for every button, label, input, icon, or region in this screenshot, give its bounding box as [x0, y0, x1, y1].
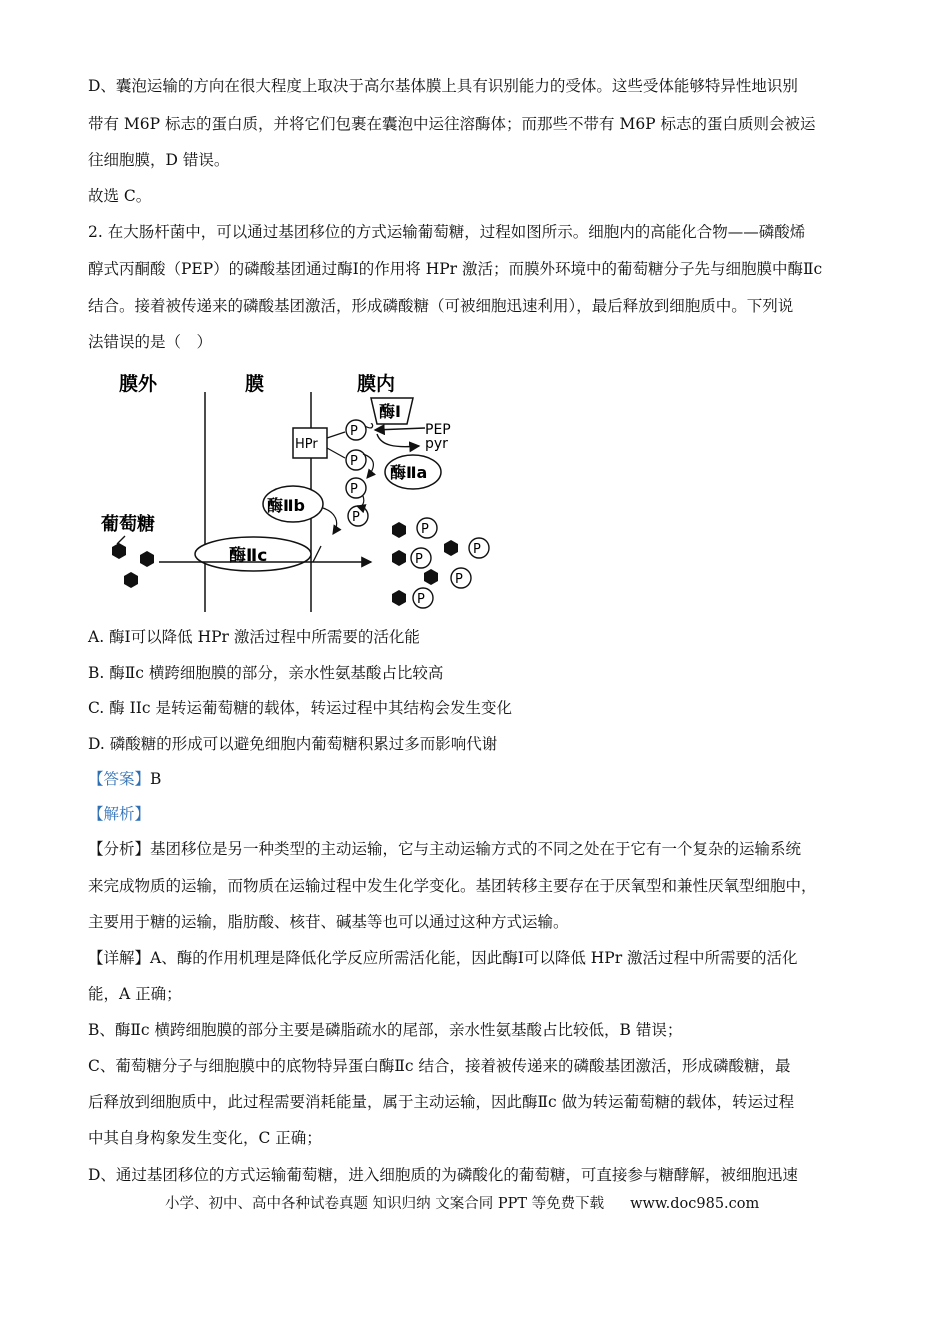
detail-line: B、酶Ⅱc 横跨细胞膜的部分主要是磷脂疏水的尾部，亲水性氨基酸占比较低，B 错误；: [88, 1021, 683, 1039]
label-inside: 膜内: [357, 373, 396, 395]
enzyme2a-label: 酶Ⅱa: [390, 463, 428, 482]
glucose-label: 葡萄糖: [101, 514, 155, 535]
question-stem: 2. 在大肠杆菌中，可以通过基团移位的方式运输葡萄糖，过程如图所示。细胞内的高能化合物——磷酸烯: [88, 223, 806, 241]
pep-arrow: [375, 428, 425, 430]
analysis-line: [88, 839, 801, 859]
option-d: D. 磷酸糖的形成可以避免细胞内葡萄糖积累过多而影响代谢: [88, 735, 498, 753]
option-b: B. 酶Ⅱc 横跨细胞膜的部分，亲水性氨基酸占比较高: [88, 664, 444, 682]
question-stem: 结合。接着被传递来的磷酸基团激活，形成磷酸糖（可被细胞迅速利用），最后释放到细胞质中。下列说: [88, 297, 794, 315]
detail-line: [88, 948, 798, 968]
xiangjie-tag: 【详解】: [88, 949, 151, 967]
paragraph-line: D、囊泡运输的方向在很大程度上取决于高尔基体膜上具有识别能力的受体。这些受体能够特异性地识别: [88, 77, 798, 95]
enzyme2b-label: 酶Ⅱb: [267, 496, 305, 515]
group-translocation-diagram: [95, 362, 505, 614]
xiangjie-text: A、酶的作用机理是降低化学反应所需活化能，因此酶Ⅰ可以降低 HPr 激活过程中所需要的活化: [150, 949, 798, 967]
analysis-line: 来完成物质的运输，而物质在运输过程中发生化学变化。基团转移主要存在于厌氧型和兼性厌氧型细胞中，: [88, 877, 817, 895]
phosphate-chain: [346, 420, 368, 526]
pyr-arrow: [377, 434, 419, 447]
page-footer: [165, 1192, 759, 1213]
phosphate-mark: P: [350, 454, 358, 469]
phosphate-mark: P: [421, 522, 429, 537]
detail-line: 中其自身构象发生变化，C 正确；: [88, 1129, 322, 1147]
phosphate-mark: P: [417, 592, 425, 607]
footer-text: 小学、初中、高中各种试卷真题 知识归纳 文案合同 PPT 等免费下载: [165, 1196, 605, 1212]
detail-line: 能，A 正确；: [88, 985, 182, 1003]
label-membrane: 膜: [245, 373, 265, 395]
phosphate-mark: P: [350, 424, 358, 439]
phosphate-mark: P: [352, 510, 360, 525]
phosphate-mark: P: [473, 542, 481, 557]
answer-line: [88, 769, 161, 789]
label-outside: 膜外: [119, 373, 158, 395]
question-stem: 醇式丙酮酸（PEP）的磷酸基团通过酶Ⅰ的作用将 HPr 激活；而膜外环境中的葡萄糖分子先与细胞膜中酶Ⅱc: [88, 260, 823, 278]
analysis-line: 主要用于糖的运输，脂肪酸、核苷、碱基等也可以通过这种方式运输。: [88, 913, 569, 931]
pyr-label: pyr: [425, 436, 448, 452]
phosphate-mark: P: [455, 572, 463, 587]
detail-line: D、通过基团移位的方式运输葡萄糖，进入细胞质的为磷酸化的葡萄糖，可直接参与糖酵解，被细胞迅速: [88, 1166, 798, 1184]
option-c: C. 酶 IIc 是转运葡萄糖的载体，转运过程中其结构会发生变化: [88, 699, 512, 717]
paragraph-line: 带有 M6P 标志的蛋白质，并将它们包裹在囊泡中运往溶酶体；而那些不带有 M6P 标志的蛋白质则会被运: [88, 115, 816, 133]
paragraph-line: 往细胞膜，D 错误。: [88, 151, 230, 169]
hpr-label: HPr: [295, 437, 318, 452]
answer-tag: 【答案】: [88, 770, 151, 788]
detail-line: 后释放到细胞质中，此过程需要消耗能量，属于主动运输，因此酶Ⅱc 做为转运葡萄糖的载体，转运过程: [88, 1093, 795, 1111]
paragraph-line: 故选 C。: [88, 187, 152, 205]
fenxi-tag: 【分析】: [88, 840, 151, 858]
pep-label: PEP: [425, 422, 451, 438]
analysis-tag: 【解析】: [88, 805, 151, 823]
footer-url[interactable]: www.doc985.com: [630, 1196, 760, 1212]
answer-value: B: [150, 770, 162, 788]
enzyme2c-label: 酶Ⅱc: [229, 546, 268, 566]
detail-line: C、葡萄糖分子与细胞膜中的底物特异蛋白酶Ⅱc 结合，接着被传递来的磷酸基团激活，形成磷酸糖，最: [88, 1057, 791, 1075]
option-a: A. 酶Ⅰ可以降低 HPr 激活过程中所需要的活化能: [88, 628, 420, 646]
enzyme1-label: 酶Ⅰ: [379, 402, 401, 421]
phosphate-mark: P: [350, 482, 358, 497]
phosphorylated-glucose: [392, 518, 489, 608]
fenxi-text: 基团移位是另一种类型的主动运输，它与主动运输方式的不同之处在于它有一个复杂的运输系统: [150, 840, 802, 858]
glucose-outside: [112, 543, 154, 588]
phosphate-mark: P: [415, 552, 423, 567]
question-stem: 法错误的是（ ）: [88, 333, 213, 351]
